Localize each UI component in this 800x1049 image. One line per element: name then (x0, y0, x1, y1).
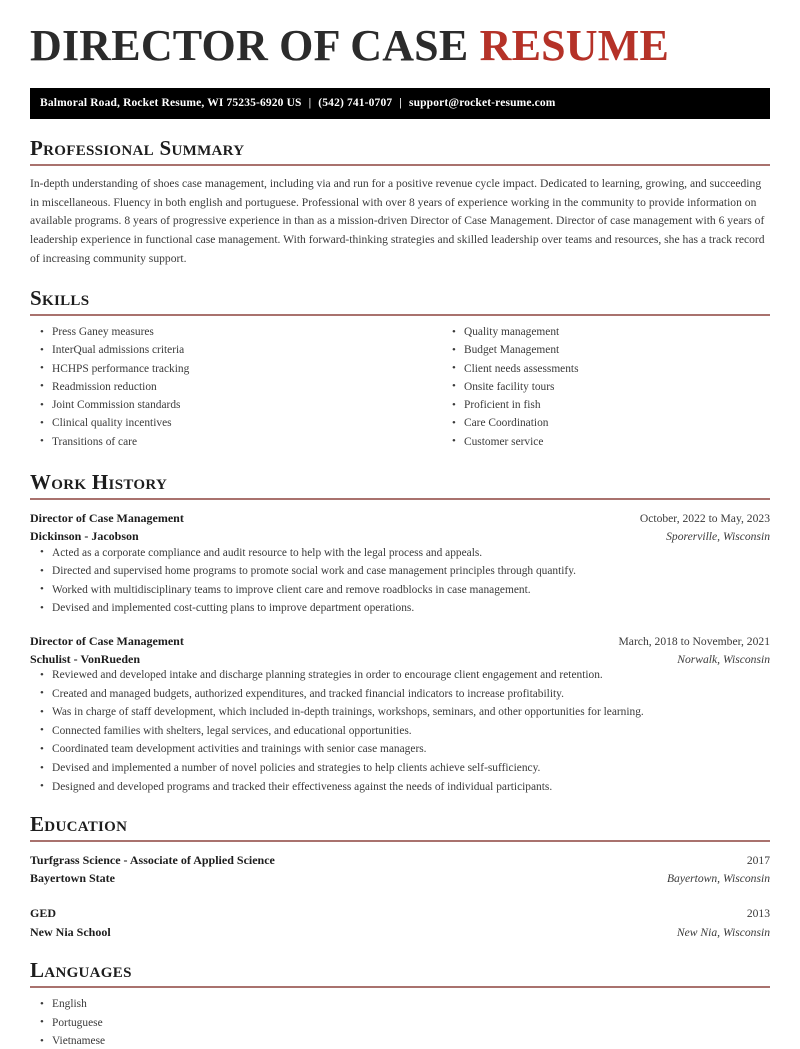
work-entry (30, 632, 770, 795)
education-school-row (30, 923, 770, 942)
list-item: • Budget Management (442, 343, 770, 358)
summary-text: In-depth understanding of shoes case management, including via and run for a positive revenue cycle impact. Dedicated to learning, growing, and succeeding in miscellaneous. Fluency in both english and portuguese. Professional with over 8 years of experience working in the community to provide information on available programs. 8 years of progressive experience in than as a mission-driven Director of Case Management. Director of case management with 6 years of leadership experience in functional case management. With forward-thinking strategies and skilled leadership over teams and resources, she has a track record of increasing community support. (30, 176, 765, 266)
list-item: • Reviewed and developed intake and discharge planning strategies in order to encourage client engagement and retention. (30, 668, 770, 683)
page-title-main: DIRECTOR OF CASE (30, 21, 480, 70)
list-item: • Vietnamese (30, 1034, 770, 1049)
section-heading-work-history: Work History (30, 469, 168, 494)
section-divider (30, 164, 770, 166)
list-item: • HCHPS performance tracking (30, 362, 400, 377)
section-skills (30, 286, 770, 453)
work-entry-company-row (30, 527, 770, 545)
section-heading-skills: Skills (30, 286, 90, 311)
job-dates: March, 2018 to November, 2021 (618, 634, 770, 648)
list-item: • Coordinated team development activities and trainings with senior case managers. (30, 742, 770, 757)
education-degree: Turfgrass Science - Associate of Applied Science (30, 852, 275, 867)
skills-list-right (442, 325, 770, 449)
education-list (30, 851, 770, 941)
contact-bar (30, 88, 770, 119)
skills-columns (30, 325, 770, 453)
list-item: • Transitions of care (30, 435, 400, 450)
list-item: • Portuguese (30, 1016, 770, 1031)
education-year: 2017 (746, 853, 770, 867)
contact-line (40, 97, 556, 109)
job-bullets (30, 668, 770, 794)
education-location: Bayertown, Wisconsin (666, 872, 770, 886)
section-work-history (30, 470, 770, 795)
list-item: • Press Ganey measures (30, 325, 400, 340)
job-title: Director of Case Management (30, 633, 184, 648)
work-entry-title-row (30, 509, 770, 527)
job-company: Dickinson - Jacobson (30, 529, 139, 544)
list-item: • Acted as a corporate compliance and audit resource to help with the legal process and appeals. (30, 546, 770, 561)
page-title-accent: RESUME (479, 21, 670, 70)
list-item: • Devised and implemented cost-cutting plans to improve department operations. (30, 601, 770, 616)
job-bullets (30, 546, 770, 617)
section-languages (30, 958, 770, 1049)
education-degree-row (30, 851, 770, 870)
education-year: 2013 (746, 906, 770, 920)
list-item: • English (30, 997, 770, 1012)
list-item: • Quality management (442, 325, 770, 340)
contact-email[interactable]: support@rocket-resume.com (408, 97, 556, 110)
education-degree-row (30, 904, 770, 923)
list-item: • Customer service (442, 435, 770, 450)
education-location: New Nia, Wisconsin (676, 925, 770, 939)
languages-list (30, 997, 770, 1049)
section-heading-languages: Languages (30, 958, 132, 983)
list-item: • Clinical quality incentives (30, 416, 400, 431)
section-divider (30, 314, 770, 316)
education-school: Bayertown State (30, 871, 115, 886)
section-professional-summary (30, 136, 770, 270)
education-entry (30, 851, 770, 888)
skills-column-left (30, 325, 400, 453)
work-entry (30, 509, 770, 616)
list-item: • Worked with multidisciplinary teams to improve client care and remove roadblocks in case management. (30, 583, 770, 598)
contact-phone[interactable]: (542) 741-0707 (318, 97, 393, 110)
education-school: New Nia School (30, 924, 111, 939)
list-item: • InterQual admissions criteria (30, 343, 400, 358)
page-title (30, 0, 770, 70)
contact-separator-1: | (308, 97, 312, 110)
list-item: • Proficient in fish (442, 398, 770, 413)
list-item: • Readmission reduction (30, 380, 400, 395)
list-item: • Designed and developed programs and tracked their effectiveness against the needs of individual participants. (30, 780, 770, 795)
section-divider (30, 986, 770, 988)
section-heading-education: Education (30, 811, 128, 836)
list-item: • Care Coordination (442, 416, 770, 431)
skills-list-left (30, 325, 400, 449)
list-item: • Was in charge of staff development, which included in-depth trainings, workshops, seminars, and other opportunities for learning. (30, 705, 770, 720)
education-entry (30, 904, 770, 941)
job-dates: October, 2022 to May, 2023 (639, 512, 770, 526)
section-divider (30, 498, 770, 500)
skills-column-right (400, 325, 770, 453)
work-entry-title-row (30, 632, 770, 650)
contact-address: Balmoral Road, Rocket Resume, WI 75235-6920 US (40, 97, 302, 110)
list-item: • Client needs assessments (442, 362, 770, 377)
education-school-row (30, 869, 770, 888)
list-item: • Joint Commission standards (30, 398, 400, 413)
list-item: • Devised and implemented a number of novel policies and strategies to help clients achieve self-sufficiency. (30, 761, 770, 776)
job-company: Schulist - VonRueden (30, 651, 141, 666)
work-entry-company-row (30, 650, 770, 668)
list-item: • Connected families with shelters, legal services, and educational opportunities. (30, 724, 770, 739)
list-item: • Onsite facility tours (442, 380, 770, 395)
section-divider (30, 840, 770, 842)
job-location: Sporerville, Wisconsin (666, 530, 770, 544)
section-education (30, 812, 770, 942)
section-heading-summary: Professional Summary (30, 135, 245, 160)
list-item: • Directed and supervised home programs to promote social work and case management principles through quantify. (30, 564, 770, 579)
contact-separator-2: | (399, 97, 402, 110)
education-degree: GED (30, 905, 57, 920)
job-title: Director of Case Management (30, 511, 184, 526)
job-location: Norwalk, Wisconsin (677, 652, 770, 666)
list-item: • Created and managed budgets, authorized expenditures, and tracked financial indicators to increase profitability. (30, 687, 770, 702)
